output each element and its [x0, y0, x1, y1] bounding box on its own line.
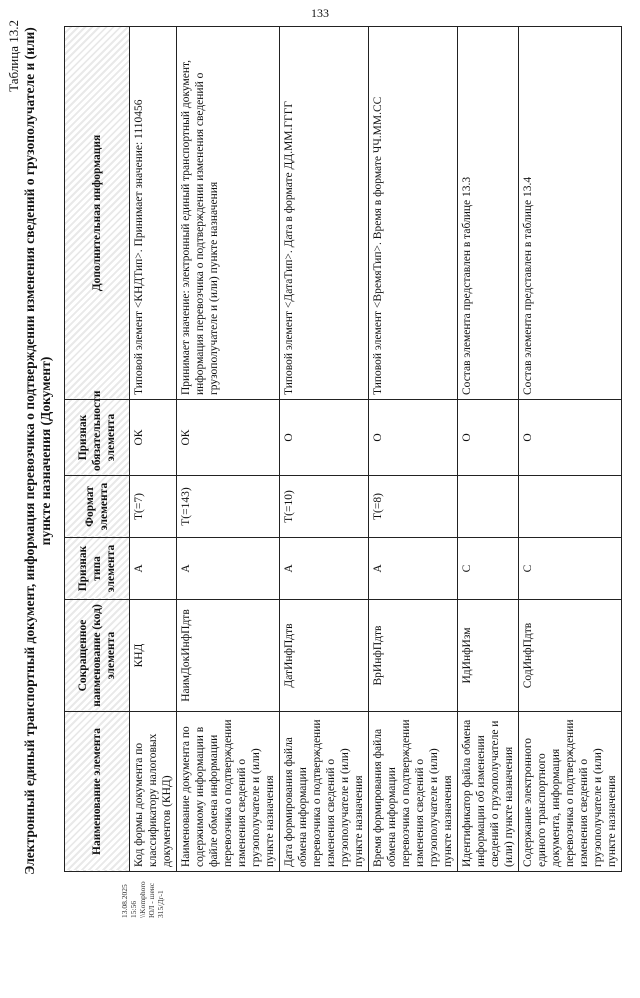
table-title: Электронный единый транспортный документ, информация перевозчика о подтверждении изменения сведений о грузополучателе и (или) пункте назначения (Документ): [22, 27, 53, 875]
cell-required: ОК: [130, 400, 177, 476]
table-row: [519, 27, 622, 872]
cell-code: КНД: [130, 600, 177, 712]
cell-type: С: [519, 538, 622, 600]
table-label: Таблица 13.2: [6, 20, 21, 92]
table-row: [177, 27, 280, 872]
header-code: Сокращенное наименование (код) элемента: [65, 600, 130, 712]
cell-type: С: [458, 538, 519, 600]
cell-info: Состав элемента представлен в таблице 13.3: [458, 27, 519, 400]
cell-code: ДатИнфПдтв: [280, 600, 369, 712]
table-row: [369, 27, 458, 872]
cell-type: А: [369, 538, 458, 600]
footer-source: \\Komphoro ЮЛ - шенс 315/Дг-1: [138, 881, 165, 918]
page-number: 133: [311, 6, 329, 20]
cell-code: СодИнфПдтв: [519, 600, 622, 712]
cell-format: T(=10): [280, 476, 369, 538]
cell-info: Типовой элемент <КНДТип>. Принимает значение: 1110456: [130, 27, 177, 400]
element-table: [64, 26, 622, 872]
table-header-row: [65, 27, 130, 872]
header-required: Признак обязательности элемента: [65, 400, 130, 476]
table-row: [458, 27, 519, 872]
cell-required: О: [369, 400, 458, 476]
cell-format: [519, 476, 622, 538]
table-row: [280, 27, 369, 872]
footer-stamp: [102, 881, 165, 998]
cell-name: Дата формирования файла обмена информации перевозчика о подтверждении изменения сведений о грузополучателе и (или) пункте назначения: [280, 712, 369, 872]
cell-info: Состав элемента представлен в таблице 13.4: [519, 27, 622, 400]
cell-required: О: [458, 400, 519, 476]
cell-type: А: [130, 538, 177, 600]
cell-name: Время формирования файла обмена информации перевозчика о подтверждении изменения сведений о грузополучателе и (или) пункте назначения: [369, 712, 458, 872]
header-format: Формат элемента: [65, 476, 130, 538]
cell-format: [458, 476, 519, 538]
cell-info: Типовой элемент <ВремяТип>. Время в формате ЧЧ.ММ.СС: [369, 27, 458, 400]
header-info: Дополнительная информация: [65, 27, 130, 400]
cell-code: ИдИнфИзм: [458, 600, 519, 712]
table-row: [130, 27, 177, 872]
cell-format: T(=7): [130, 476, 177, 538]
cell-name: Идентификатор файла обмена информации об изменении сведений о грузополучателе и (или) пункте назначения: [458, 712, 519, 872]
cell-name: Содержание электронного единого транспортного документа, информация перевозчика о подтверждении изменения сведений о грузополучателе и (или) пункте назначения: [519, 712, 622, 872]
cell-code: НаимДокИнфПдтв: [177, 600, 280, 712]
cell-type: А: [280, 538, 369, 600]
cell-format: T(=143): [177, 476, 280, 538]
header-type: Признак типа элемента: [65, 538, 130, 600]
rotated-table-block: [4, 16, 624, 886]
header-name: Наименование элемента: [65, 712, 130, 872]
cell-format: T(=8): [369, 476, 458, 538]
cell-type: А: [177, 538, 280, 600]
cell-code: ВрИнфПдтв: [369, 600, 458, 712]
cell-name: Наименование документа по содержимому информации в файле обмена информации перевозчика о подтверждении изменения сведений о грузополучателе и (или) пункте назначения: [177, 712, 280, 872]
footer-text: [120, 881, 165, 918]
cell-info: Типовой элемент <ДатаТип>. Дата в формате ДД.ММ.ГГГГ: [280, 27, 369, 400]
cell-required: О: [519, 400, 622, 476]
footer-date: 13.08.2025 15:56: [120, 884, 138, 918]
cell-info: Принимает значение: электронный единый транспортный документ, информация перевозчика о подтверждении изменения сведений о грузополучателе и (или) пункте назначения: [177, 27, 280, 400]
cell-name: Код формы документа по классификатору налоговых документов (КНД): [130, 712, 177, 872]
cell-required: ОК: [177, 400, 280, 476]
cell-required: О: [280, 400, 369, 476]
